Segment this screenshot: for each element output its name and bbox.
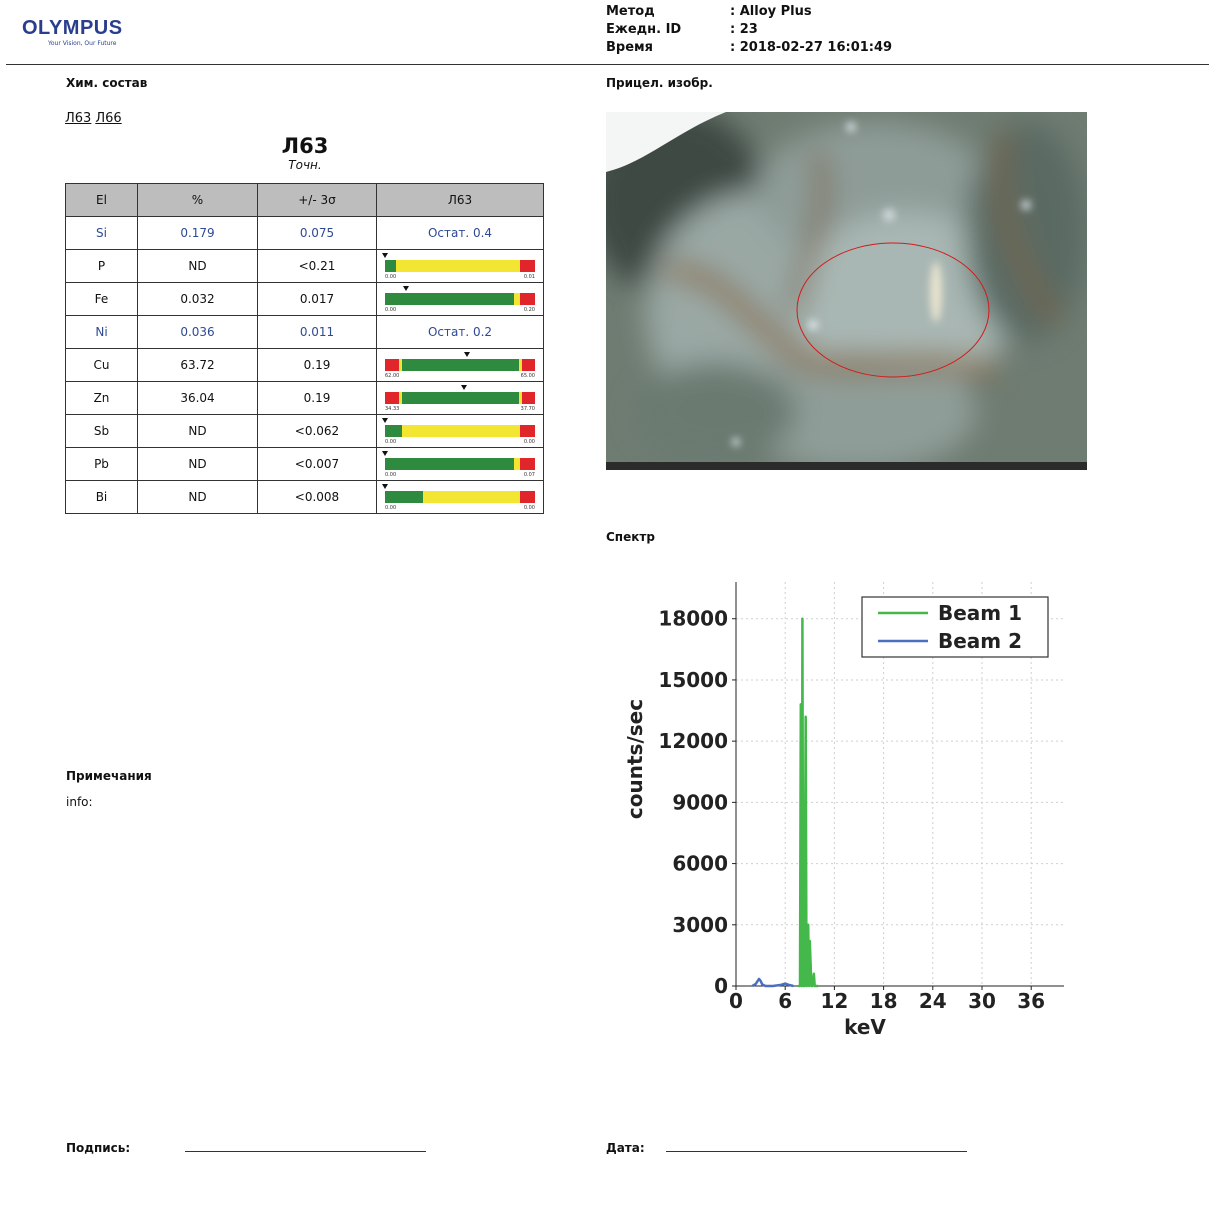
meta-value: : 2018-02-27 16:01:49	[730, 40, 893, 55]
range-bar-segment	[385, 359, 399, 371]
range-min-label: 0.00	[385, 274, 397, 280]
range-max-label: 0.00	[523, 505, 535, 511]
spectrum-chart	[606, 570, 1086, 1045]
cell-el: Sb	[66, 415, 138, 448]
range-max-label: 0.20	[523, 307, 535, 313]
y-tick-label: 0	[714, 974, 728, 998]
col-header-error: +/- 3σ	[258, 184, 377, 217]
cell-pct: ND	[138, 415, 258, 448]
table-row	[66, 448, 544, 481]
report-meta	[606, 3, 892, 57]
date-line[interactable]	[666, 1151, 967, 1152]
meta-key: Время	[606, 40, 654, 55]
range-max-label: 0.01	[523, 274, 535, 280]
range-bar-segment	[520, 425, 535, 437]
range-bar-segment	[522, 359, 536, 371]
range-bar-segment	[423, 491, 521, 503]
cell-el: Fe	[66, 283, 138, 316]
range-bar	[385, 392, 535, 404]
grade-range-bar	[377, 448, 544, 481]
alloy-name: Л63	[281, 134, 329, 158]
range-max-label: 0.00	[523, 439, 535, 445]
y-tick-label: 15000	[658, 667, 728, 692]
table-row	[66, 481, 544, 514]
cell-err: 0.011	[258, 316, 377, 349]
range-min-label: 0.00	[385, 505, 397, 511]
header-divider	[6, 64, 1209, 65]
range-marker-icon	[382, 253, 388, 258]
range-max-label: 65.00	[520, 373, 535, 379]
range-bar	[385, 359, 535, 371]
legend-label: Beam 2	[938, 629, 1023, 653]
cell-grade_text: Остат. 0.4	[377, 217, 544, 250]
cell-el: Si	[66, 217, 138, 250]
x-tick-label: 24	[918, 989, 947, 1013]
range-bar	[385, 458, 535, 470]
table-row	[66, 250, 544, 283]
y-tick-label: 3000	[672, 912, 728, 937]
x-axis-label: keV	[844, 1015, 886, 1039]
cell-err: 0.075	[258, 217, 377, 250]
cell-grade_text: Остат. 0.2	[377, 316, 544, 349]
range-marker-icon	[464, 352, 470, 357]
range-bar	[385, 491, 535, 503]
cell-pct: 0.032	[138, 283, 258, 316]
meta-value: : Alloy Plus	[730, 4, 812, 19]
x-tick-label: 6	[778, 989, 793, 1013]
x-tick-label: 30	[968, 989, 996, 1013]
x-tick-label: 18	[869, 989, 898, 1013]
y-tick-label: 9000	[672, 790, 728, 815]
cell-pct: ND	[138, 481, 258, 514]
cell-err: <0.008	[258, 481, 377, 514]
range-bar-segment	[385, 425, 402, 437]
table-row	[66, 283, 544, 316]
y-tick-label: 6000	[672, 851, 728, 876]
col-header-grade: Л63	[377, 184, 544, 217]
grade-range-bar	[377, 349, 544, 382]
chem-table-body	[66, 217, 544, 514]
series-line-2	[752, 979, 793, 986]
table-row	[66, 349, 544, 382]
grade-range-bar	[377, 382, 544, 415]
range-min-label: 0.00	[385, 307, 397, 313]
y-tick-label: 12000	[658, 729, 728, 754]
aim-image-title: Прицел. изобр.	[606, 76, 713, 90]
alloy-match-quality: Точн.	[288, 158, 322, 172]
spectrum-title: Спектр	[606, 530, 655, 544]
range-min-label: 34.33	[385, 406, 400, 412]
meta-key: Метод	[606, 4, 655, 19]
meta-row-method	[606, 3, 892, 21]
grade-range-bar	[377, 283, 544, 316]
meta-row-time	[606, 39, 892, 57]
logo-name: OLYMPUS	[22, 17, 123, 39]
range-bar-segment	[402, 392, 519, 404]
legend-label: Beam 1	[938, 601, 1023, 625]
grade-range-bar	[377, 250, 544, 283]
range-bar-segment	[385, 458, 514, 470]
range-bar-segment	[520, 491, 535, 503]
range-bar	[385, 293, 535, 305]
notes-info: info:	[66, 795, 93, 809]
cell-pct: 63.72	[138, 349, 258, 382]
chem-table	[65, 183, 544, 514]
cell-el: Zn	[66, 382, 138, 415]
range-bar	[385, 260, 535, 272]
grade-range-bar	[377, 481, 544, 514]
grade-range-bar	[377, 415, 544, 448]
table-row	[66, 382, 544, 415]
col-header-percent: %	[138, 184, 258, 217]
logo-tagline: Your Vision, Our Future	[48, 40, 117, 47]
chem-section-title: Хим. состав	[66, 76, 148, 90]
aim-camera-image	[606, 112, 1087, 470]
grade-link-l63[interactable]: Л63	[65, 111, 92, 126]
range-bar-segment	[520, 260, 535, 272]
cell-err: <0.007	[258, 448, 377, 481]
signature-line[interactable]	[185, 1151, 426, 1152]
grade-links	[65, 111, 126, 126]
range-marker-icon	[403, 286, 409, 291]
signature-label: Подпись:	[66, 1141, 131, 1155]
range-bar	[385, 425, 535, 437]
cell-err: <0.21	[258, 250, 377, 283]
range-bar-segment	[520, 458, 535, 470]
cell-pct: 0.179	[138, 217, 258, 250]
range-bar-segment	[402, 359, 519, 371]
table-row	[66, 217, 544, 250]
table-row	[66, 415, 544, 448]
y-axis-label: counts/sec	[623, 698, 647, 820]
cell-el: Bi	[66, 481, 138, 514]
cell-err: 0.017	[258, 283, 377, 316]
range-min-label: 0.00	[385, 439, 397, 445]
series-line-1	[798, 619, 818, 986]
cell-el: P	[66, 250, 138, 283]
x-tick-label: 36	[1017, 989, 1046, 1013]
range-bar-segment	[385, 491, 423, 503]
x-tick-label: 0	[729, 989, 743, 1013]
cell-err: 0.19	[258, 349, 377, 382]
range-min-label: 62.00	[385, 373, 400, 379]
range-marker-icon	[461, 385, 467, 390]
meta-value: : 23	[730, 22, 758, 37]
range-max-label: 0.07	[523, 472, 535, 478]
meta-key: Ежедн. ID	[606, 22, 682, 37]
grade-link-l66[interactable]: Л66	[95, 111, 122, 126]
range-bar-segment	[385, 392, 399, 404]
table-header-row	[66, 184, 544, 217]
cell-err: <0.062	[258, 415, 377, 448]
cell-pct: ND	[138, 448, 258, 481]
range-max-label: 37.70	[520, 406, 535, 412]
notes-title: Примечания	[66, 769, 152, 783]
cell-err: 0.19	[258, 382, 377, 415]
y-tick-label: 18000	[658, 606, 728, 631]
table-row	[66, 316, 544, 349]
olympus-logo	[22, 18, 172, 52]
x-tick-label: 12	[820, 989, 849, 1013]
range-bar-segment	[402, 425, 521, 437]
cell-pct: 0.036	[138, 316, 258, 349]
cell-el: Cu	[66, 349, 138, 382]
range-bar-segment	[520, 293, 535, 305]
cell-pct: ND	[138, 250, 258, 283]
meta-row-id	[606, 21, 892, 39]
range-bar-segment	[522, 392, 536, 404]
cell-el: Ni	[66, 316, 138, 349]
range-bar-segment	[385, 260, 396, 272]
range-bar-segment	[385, 293, 514, 305]
cell-el: Pb	[66, 448, 138, 481]
range-marker-icon	[382, 451, 388, 456]
cell-pct: 36.04	[138, 382, 258, 415]
range-marker-icon	[382, 484, 388, 489]
col-header-element: El	[66, 184, 138, 217]
range-min-label: 0.00	[385, 472, 397, 478]
range-bar-segment	[396, 260, 521, 272]
date-label: Дата:	[606, 1141, 645, 1155]
range-marker-icon	[382, 418, 388, 423]
